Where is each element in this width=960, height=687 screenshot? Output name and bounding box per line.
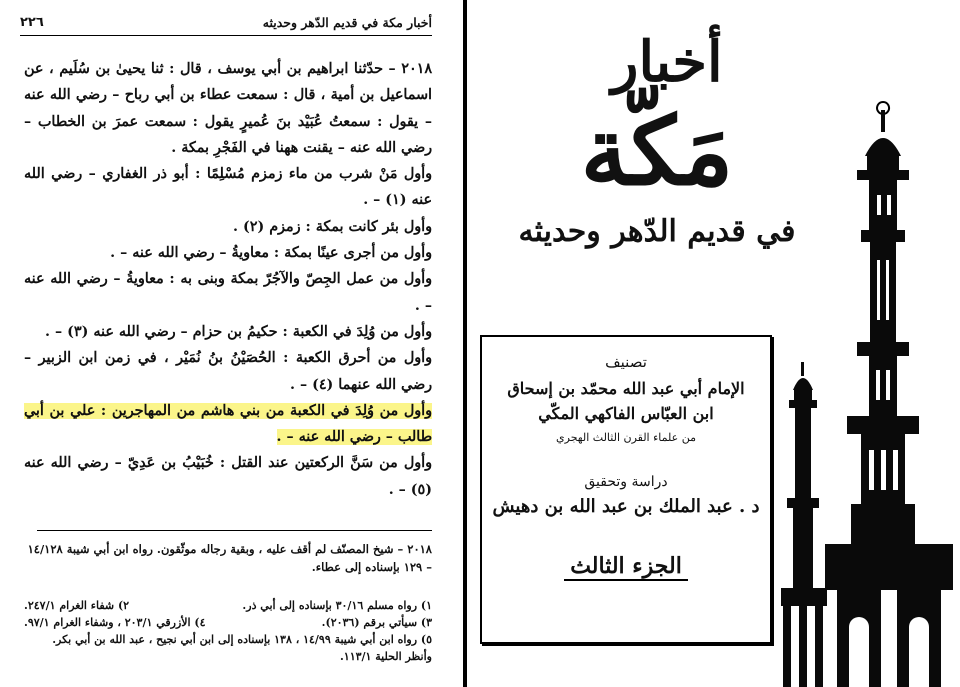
paragraph: وأول من سَنَّ الركعتين عند القتل : خُبَيْبُ بن عَدِيّ – رضي الله عنه (٥) – . [24,455,432,498]
author-box [480,335,772,644]
paragraph: وأول من عمل الجِصّ والآجُرّ بمكة وبنى به : معاويةُ – رضي الله عنه – . [24,271,432,314]
highlight-mark: وأول من وُلِدَ في الكعبة من بني هاشم من المهاجرين : علي بن أبي طالب – رضي الله عنه – . [24,402,432,446]
footnote: ٢) شفاء الغرام ٢٤٧/١. [24,599,130,612]
author-line-1: الإمام أبي عبد الله محمّد بن إسحاق [507,379,745,398]
header-title: أخبار مكة في قديم الدّهر وحديثه [262,14,432,30]
paragraph: وأول من أجرى عينًا بمكة : معاويةُ – رضي الله عنه – . [110,245,432,262]
running-header [20,10,432,34]
footnote-row [24,597,432,614]
cover-title-main: مَكّة [580,97,734,207]
author-line-2: ابن العبّاس الفاكهي المكّي [538,404,714,423]
paragraph: وأول من وُلِدَ في الكعبة : حكيمُ بن حزام – رضي الله عنه (٣) – . [45,323,432,340]
footnote-row [24,631,432,665]
paragraph: ٢٠١٨ – حدّثنا ابراهيم بن أبي يوسف ، قال : ثنا يحيىٰ بن سُلَيم ، عن اسماعيل بن أمية ، قال : سمعت عطاء بن أبي رباح – رضي الله عنه – يقول : سمعتُ عُبَيْد بنَ عُميرٍ يقول : سمعت عمرَ بن الخطاب – رضي الله عنه – يقنت ههنا في الفَجْرِ بمكة . [24,61,432,156]
footnote-rule [37,530,432,531]
highlighted-paragraph [24,398,432,451]
footnote-row [24,614,432,631]
paragraph: وأول مَنْ شرب من ماء زمزم مُسْلِمًا : أبو ذر الغفاري – رضي الله عنه (١) – . [24,166,432,209]
volume-text: الجزء الثالث [564,553,688,581]
cover-title-top: أخبار [611,29,723,95]
cover-page [467,0,960,687]
left-page [0,0,462,687]
main-text [24,56,432,503]
page-number: ٢٢٦ [20,14,44,30]
cover-title-sub: في قديم الدّهر وحديثه [518,214,796,249]
minarets-illustration [777,100,960,687]
footnote: ٤) الأزرقي ٢٠٣/١ ، وشفاء الغرام ٩٧/١. [24,616,206,629]
footnote: ٥) رواه ابن أبي شيبة ١٤/٩٩ ، ١٣٨ بإسناده إلى ابن أبي نجيح ، عبد الله بن أبي بكر. وأنظر الحلية ١١٣/١. [52,633,432,663]
authored-label: تصنيف [605,353,647,371]
footnote: ١) رواه مسلم ٣٠/١٦ بإسناده إلى أبي ذر. [242,599,432,612]
editor-label: دراسة وتحقيق [584,474,668,490]
header-rule [20,35,432,36]
footnote: ٣) سيأتي برقم (٢٠٣٦). [321,616,432,629]
volume-label [482,553,770,579]
paragraph: وأول بئر كانت بمكة : زمزم (٢) . [233,218,432,235]
paragraph: وأول من أحرق الكعبة : الحُصَيْنُ بنُ نُمَيْر ، في زمن ابن الزبير – رضي الله عنهما (٤) – . [24,350,432,393]
footnote-main: ٢٠١٨ – شيخ المصنّف لم أقف عليه ، وبقية رجاله موثّقون. رواه ابن أبي شيبة ١٤/١٢٨ – ١٢٩ بإسناده إلى عطاء. [27,542,432,574]
author-era: من علماء القرن الثالث الهجري [556,431,696,444]
editor-name: د . عبد الملك بن عبد الله بن دهيش [492,496,760,517]
footnotes [24,597,432,665]
short-minaret [781,362,827,687]
